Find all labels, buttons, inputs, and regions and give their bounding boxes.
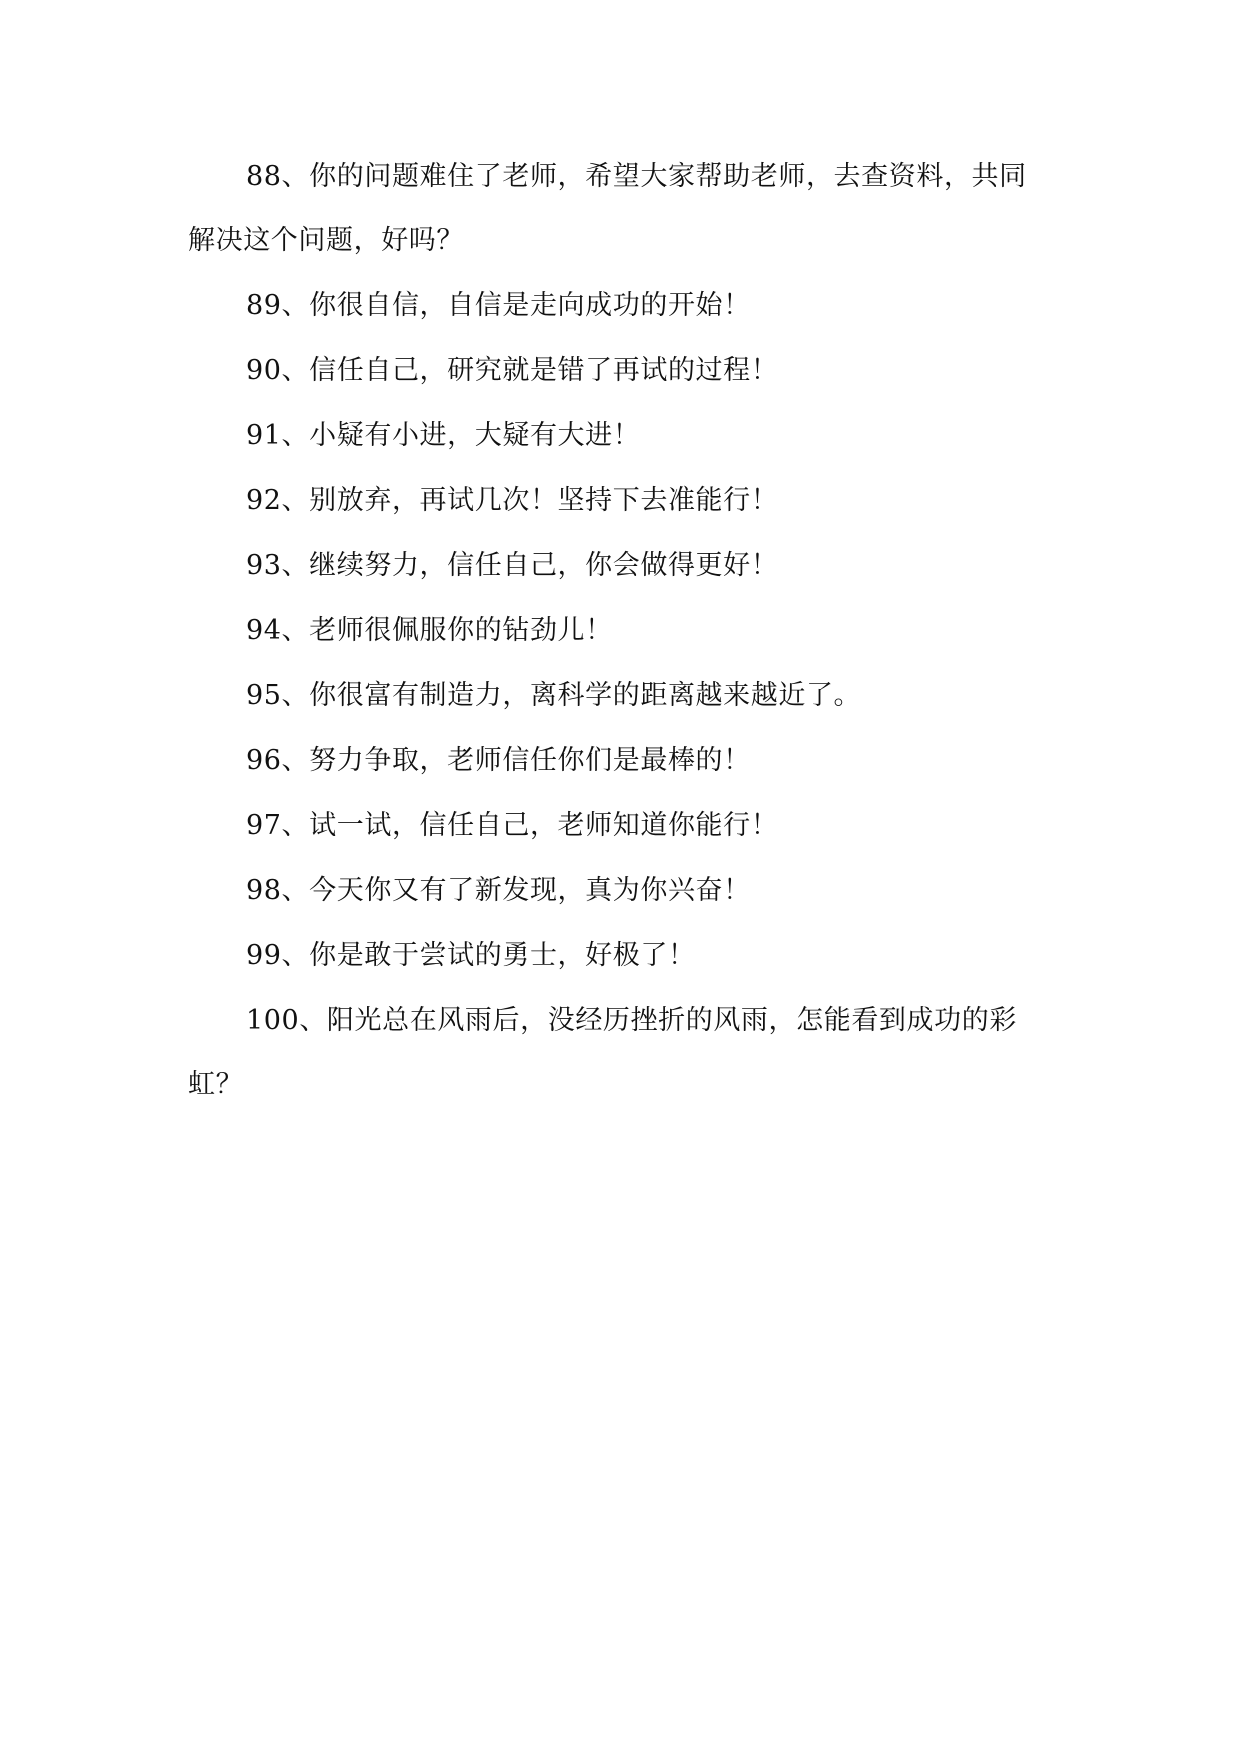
paragraph-92: 92、别放弃，再试几次！坚持下去准能行！ — [246, 485, 779, 516]
paragraph-100: 100、阳光总在风雨后，没经历挫折的风雨，怎能看到成功的彩虹？ — [188, 1005, 1017, 1100]
paragraph-96: 96、努力争取，老师信任你们是最棒的！ — [246, 745, 751, 776]
paragraph-88: 88、你的问题难住了老师，希望大家帮助老师，去查资料，共同解决这个问题，好吗？ — [188, 161, 1027, 256]
paragraph-99: 99、你是敢于尝试的勇士，好极了！ — [246, 940, 696, 971]
paragraph-90: 90、信任自己，研究就是错了再试的过程！ — [246, 355, 779, 386]
paragraph-95: 95、你很富有制造力，离科学的距离越来越近了。 — [246, 680, 862, 711]
paragraph-93: 93、继续努力，信任自己，你会做得更好！ — [246, 550, 779, 581]
document-body — [188, 154, 1054, 1127]
paragraph-91: 91、小疑有小进，大疑有大进！ — [246, 420, 641, 451]
paragraph-98: 98、今天你又有了新发现，真为你兴奋！ — [246, 875, 751, 906]
paragraph-94: 94、老师很佩服你的钻劲儿！ — [246, 615, 613, 646]
paragraph-97: 97、试一试，信任自己，老师知道你能行！ — [246, 810, 779, 841]
paragraph-89: 89、你很自信，自信是走向成功的开始！ — [246, 290, 751, 321]
